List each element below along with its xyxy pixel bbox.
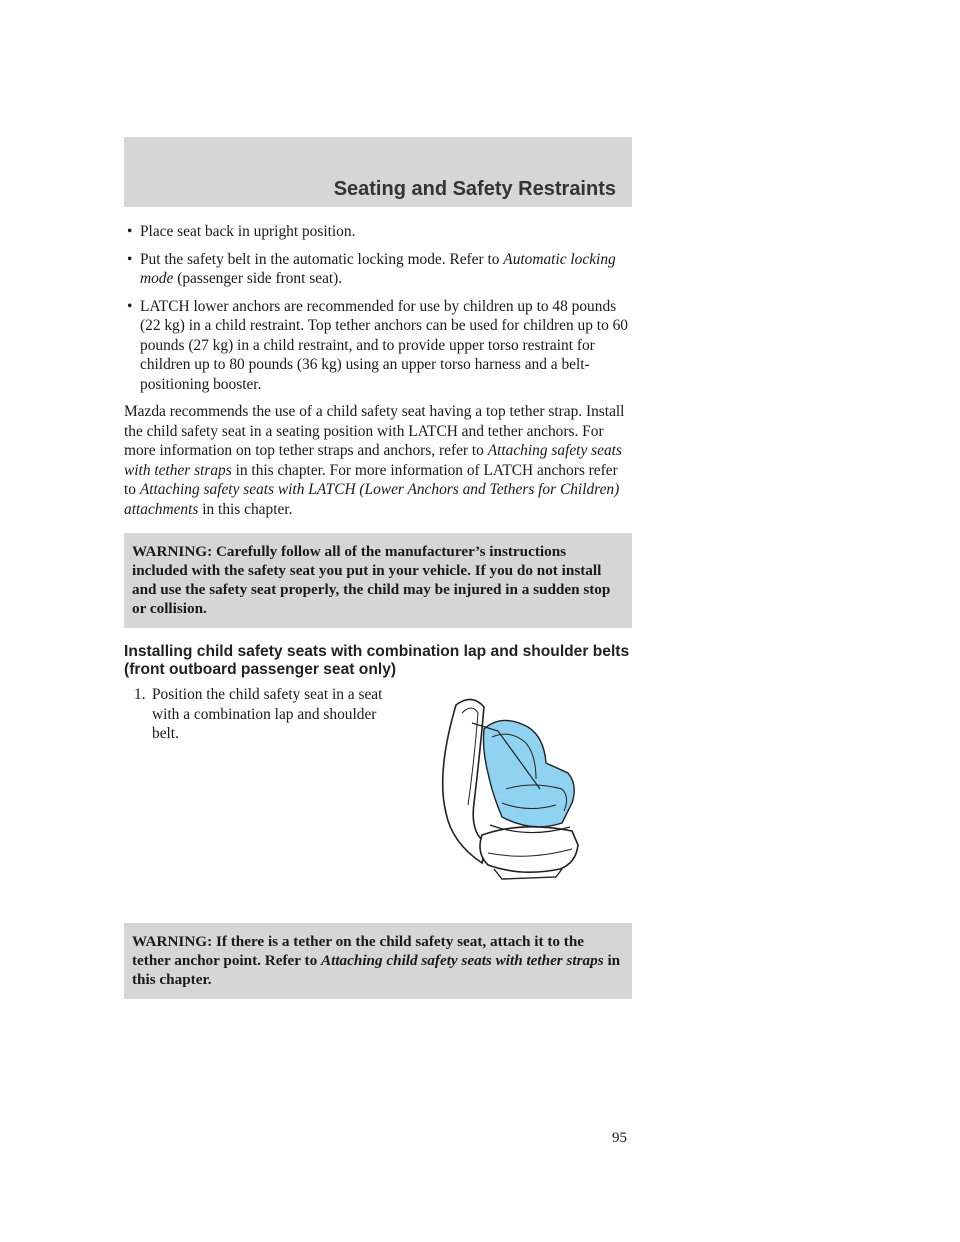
bullet-item [124, 250, 632, 289]
bullet-item [124, 297, 632, 395]
paragraph-text: in this chapter. [198, 500, 293, 518]
warning-text: in this chapter. [132, 952, 621, 988]
warning-box [124, 923, 632, 999]
section-heading: Installing child safety seats with combination lap and shoulder belts (front outboard passenger seat only) [124, 643, 630, 678]
bullet-text: LATCH lower anchors are recommended for use by children up to 48 pounds (22 kg) in a child restraint. Top tether anchors can be used for children up to 60 pounds (27 kg) in a child restraint, and to provide upper torso restraint for children up to 80 pounds (36 kg) using an upper torso harness and a belt-positioning booster. [140, 297, 628, 393]
step-row [124, 685, 632, 923]
page-number: 95 [612, 1130, 627, 1146]
step-text: Position the child safety seat in a seat with a combination lap and shoulder belt. [152, 686, 383, 742]
bullet-icon: • [127, 223, 133, 240]
page-content [124, 222, 632, 1014]
cross-reference: Attaching safety seats with LATCH (Lower Anchors and Tethers for Children) attachments [124, 481, 620, 518]
section-title: Seating and Safety Restraints [333, 178, 616, 200]
header-bar [124, 137, 632, 207]
paragraph-text: in this chapter. For more information of LATCH anchors refer to [124, 461, 618, 498]
vehicle-seat-back [443, 699, 486, 863]
child-safety-seat-illustration [432, 693, 584, 881]
bullet-text: Put the safety belt in the automatic locking mode. Refer to [140, 250, 504, 268]
bullet-text: Place seat back in upright position. [140, 223, 356, 240]
cross-reference: Attaching safety seats with tether straps [124, 442, 622, 479]
warning-box [124, 533, 632, 628]
step-item [134, 685, 402, 744]
cross-reference: Attaching child safety seats with tether straps [320, 952, 604, 969]
bullet-item [124, 222, 632, 242]
warning-text: WARNING: Carefully follow all of the manufacturer’s instructions included with the safety seat you put in your vehicle. If you do not install and use the safety seat properly, the child may be injured in a sudden stop or collision. [132, 543, 611, 617]
step-number: 1. [134, 686, 146, 703]
body-paragraph [124, 402, 632, 519]
bullet-icon: • [127, 297, 133, 315]
paragraph-text: Mazda recommends the use of a child safety seat having a top tether strap. Install the child safety seat in a seating position with LATCH and tether anchors. For more information on top tether straps and anchors, refer to [124, 403, 625, 459]
bullet-text: (passenger side front seat). [173, 270, 343, 287]
bullet-icon: • [127, 250, 133, 268]
cross-reference: Automatic locking mode [140, 250, 616, 287]
warning-text: WARNING: If there is a tether on the child safety seat, attach it to the tether anchor point. Refer to [132, 933, 585, 969]
vehicle-seat-cushion [480, 827, 578, 872]
